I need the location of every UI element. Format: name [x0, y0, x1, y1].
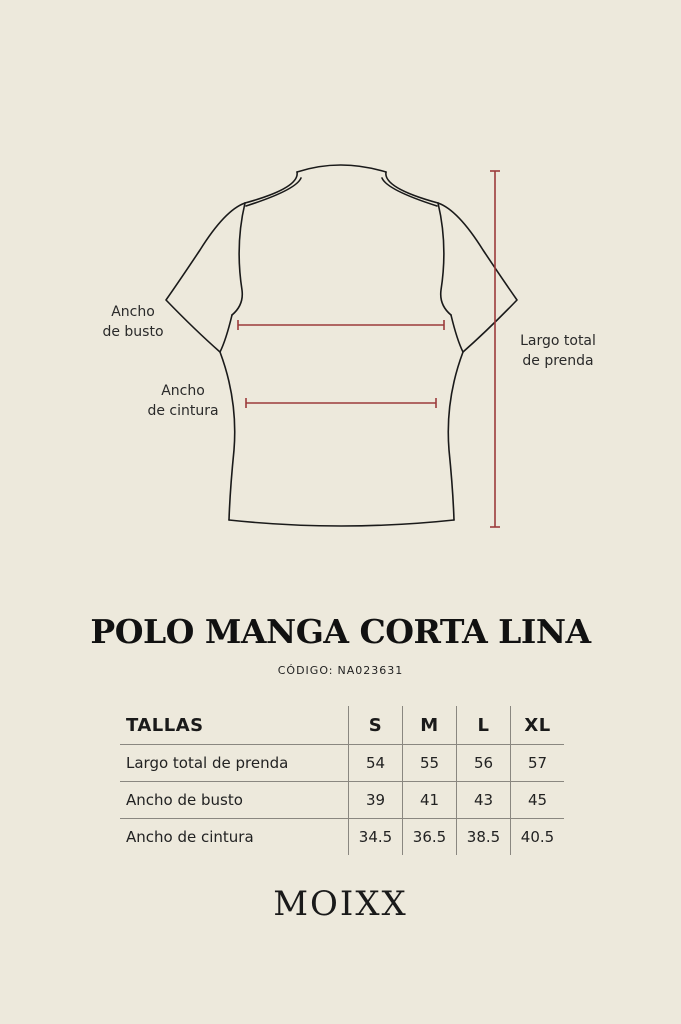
cell-value: 45	[511, 782, 565, 819]
shirt-outline	[166, 165, 517, 526]
cell-value: 41	[403, 782, 457, 819]
header-size-l: L	[457, 706, 511, 745]
waist-label	[142, 381, 224, 421]
row-label: Largo total de prenda	[120, 745, 349, 782]
product-code-value: NA023631	[337, 664, 404, 677]
cell-value: 57	[511, 745, 565, 782]
cell-value: 34.5	[349, 819, 403, 856]
length-label	[510, 331, 606, 371]
cell-value: 55	[403, 745, 457, 782]
size-table-header	[120, 706, 564, 745]
table-row	[120, 745, 564, 782]
header-size-xl: XL	[511, 706, 565, 745]
header-size-m: M	[403, 706, 457, 745]
size-table	[120, 706, 564, 855]
row-label: Ancho de busto	[120, 782, 349, 819]
brand-logo: MOIXX	[273, 884, 408, 924]
cell-value: 39	[349, 782, 403, 819]
table-row	[120, 782, 564, 819]
cell-value: 43	[457, 782, 511, 819]
cell-value: 56	[457, 745, 511, 782]
waist-label-line2: de cintura	[147, 403, 219, 419]
cell-value: 54	[349, 745, 403, 782]
cell-value: 40.5	[511, 819, 565, 856]
length-label-line1: Largo total	[520, 333, 596, 349]
product-code-label: CÓDIGO:	[277, 664, 334, 677]
table-row	[120, 819, 564, 856]
bust-label-line2: de busto	[102, 324, 164, 340]
cell-value: 36.5	[403, 819, 457, 856]
waist-label-line1: Ancho	[161, 383, 205, 399]
cell-value: 38.5	[457, 819, 511, 856]
measure-lines	[238, 171, 500, 527]
length-label-line2: de prenda	[522, 353, 594, 369]
header-tallas: TALLAS	[126, 714, 204, 736]
product-title: POLO MANGA CORTA LINA	[90, 612, 591, 651]
product-code	[0, 664, 681, 677]
header-size-s: S	[349, 706, 403, 745]
bust-label-line1: Ancho	[111, 304, 155, 320]
bust-label	[96, 302, 170, 342]
row-label: Ancho de cintura	[120, 819, 349, 856]
